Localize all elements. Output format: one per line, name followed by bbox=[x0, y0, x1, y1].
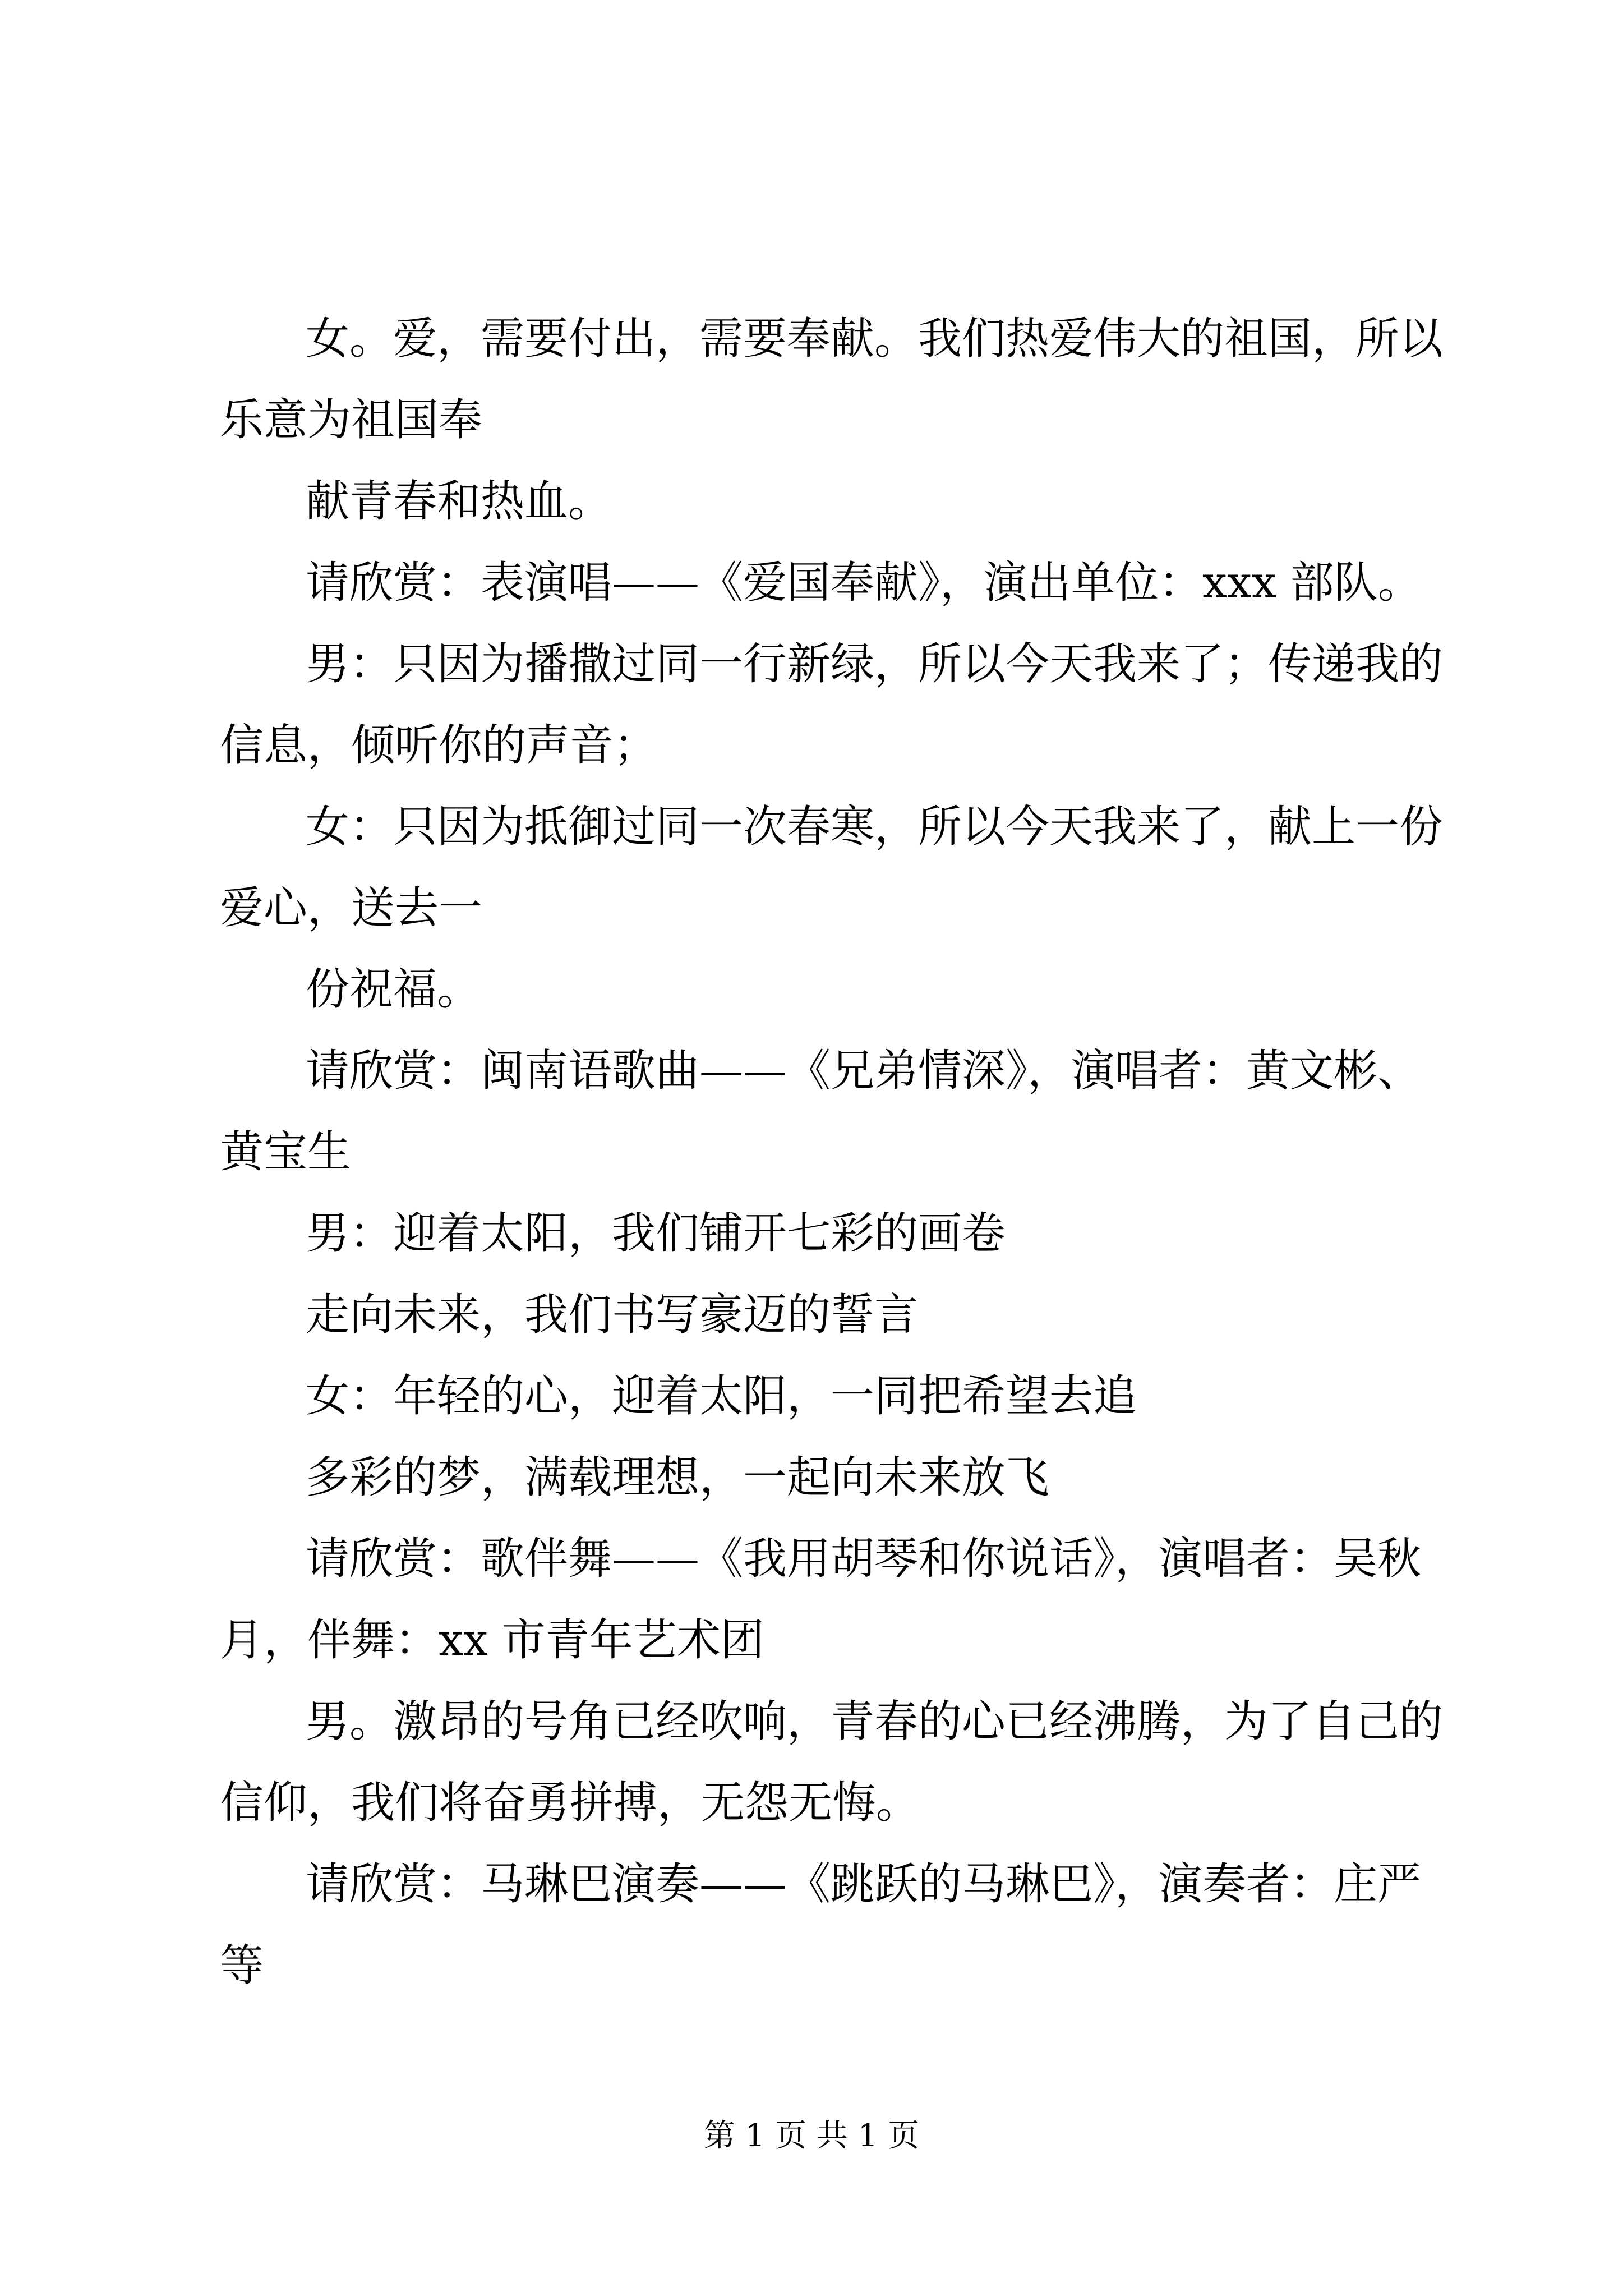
paragraph-7-line-2: 黄宝生 bbox=[220, 1127, 352, 1177]
page-number-footer: 第 1 页 共 1 页 bbox=[703, 2118, 920, 2154]
paragraph-13-line-2: 信仰，我们将奋勇拼搏，无怨无悔。 bbox=[220, 1778, 920, 1828]
paragraph-7-line-1: 请欣赏：闽南语歌曲——《兄弟情深》，演唱者：黄文彬、 bbox=[306, 1046, 1422, 1096]
paragraph-1-line-1: 女。爱，需要付出，需要奉献。我们热爱伟大的祖国，所以 bbox=[306, 314, 1444, 364]
paragraph-11-line-1: 多彩的梦，满载理想，一起向未来放飞 bbox=[306, 1452, 1050, 1503]
paragraph-3-line-1: 请欣赏：表演唱——《爱国奉献》，演出单位：xxx 部队。 bbox=[306, 558, 1422, 608]
paragraph-2-line-1: 献青春和热血。 bbox=[306, 476, 612, 527]
paragraph-4-line-2: 信息，倾听你的声音； bbox=[220, 720, 658, 771]
paragraph-13-line-1: 男。激昂的号角已经吹响，青春的心已经沸腾，为了自己的 bbox=[306, 1696, 1444, 1747]
paragraph-14-line-2: 等 bbox=[220, 1940, 264, 1991]
paragraph-4-line-1: 男：只因为播撒过同一行新绿，所以今天我来了；传递我的 bbox=[306, 639, 1444, 689]
paragraph-5-line-2: 爱心，送去一 bbox=[220, 883, 483, 933]
paragraph-5-line-1: 女：只因为抵御过同一次春寒，所以今天我来了，献上一份 bbox=[306, 802, 1444, 852]
paragraph-1-line-2: 乐意为祖国奉 bbox=[220, 395, 483, 445]
paragraph-8-line-1: 男：迎着太阳，我们铺开七彩的画卷 bbox=[306, 1208, 1006, 1259]
paragraph-9-line-1: 走向未来，我们书写豪迈的誓言 bbox=[306, 1290, 919, 1340]
paragraph-12-line-2: 月，伴舞：xx 市青年艺术团 bbox=[220, 1615, 764, 1665]
paragraph-12-line-1: 请欣赏：歌伴舞——《我用胡琴和你说话》，演唱者：吴秋 bbox=[306, 1534, 1422, 1584]
paragraph-6-line-1: 份祝福。 bbox=[306, 964, 481, 1015]
paragraph-10-line-1: 女：年轻的心，迎着太阳，一同把希望去追 bbox=[306, 1371, 1137, 1421]
paragraph-14-line-1: 请欣赏：马琳巴演奏——《跳跃的马琳巴》，演奏者：庄严 bbox=[306, 1859, 1422, 1910]
